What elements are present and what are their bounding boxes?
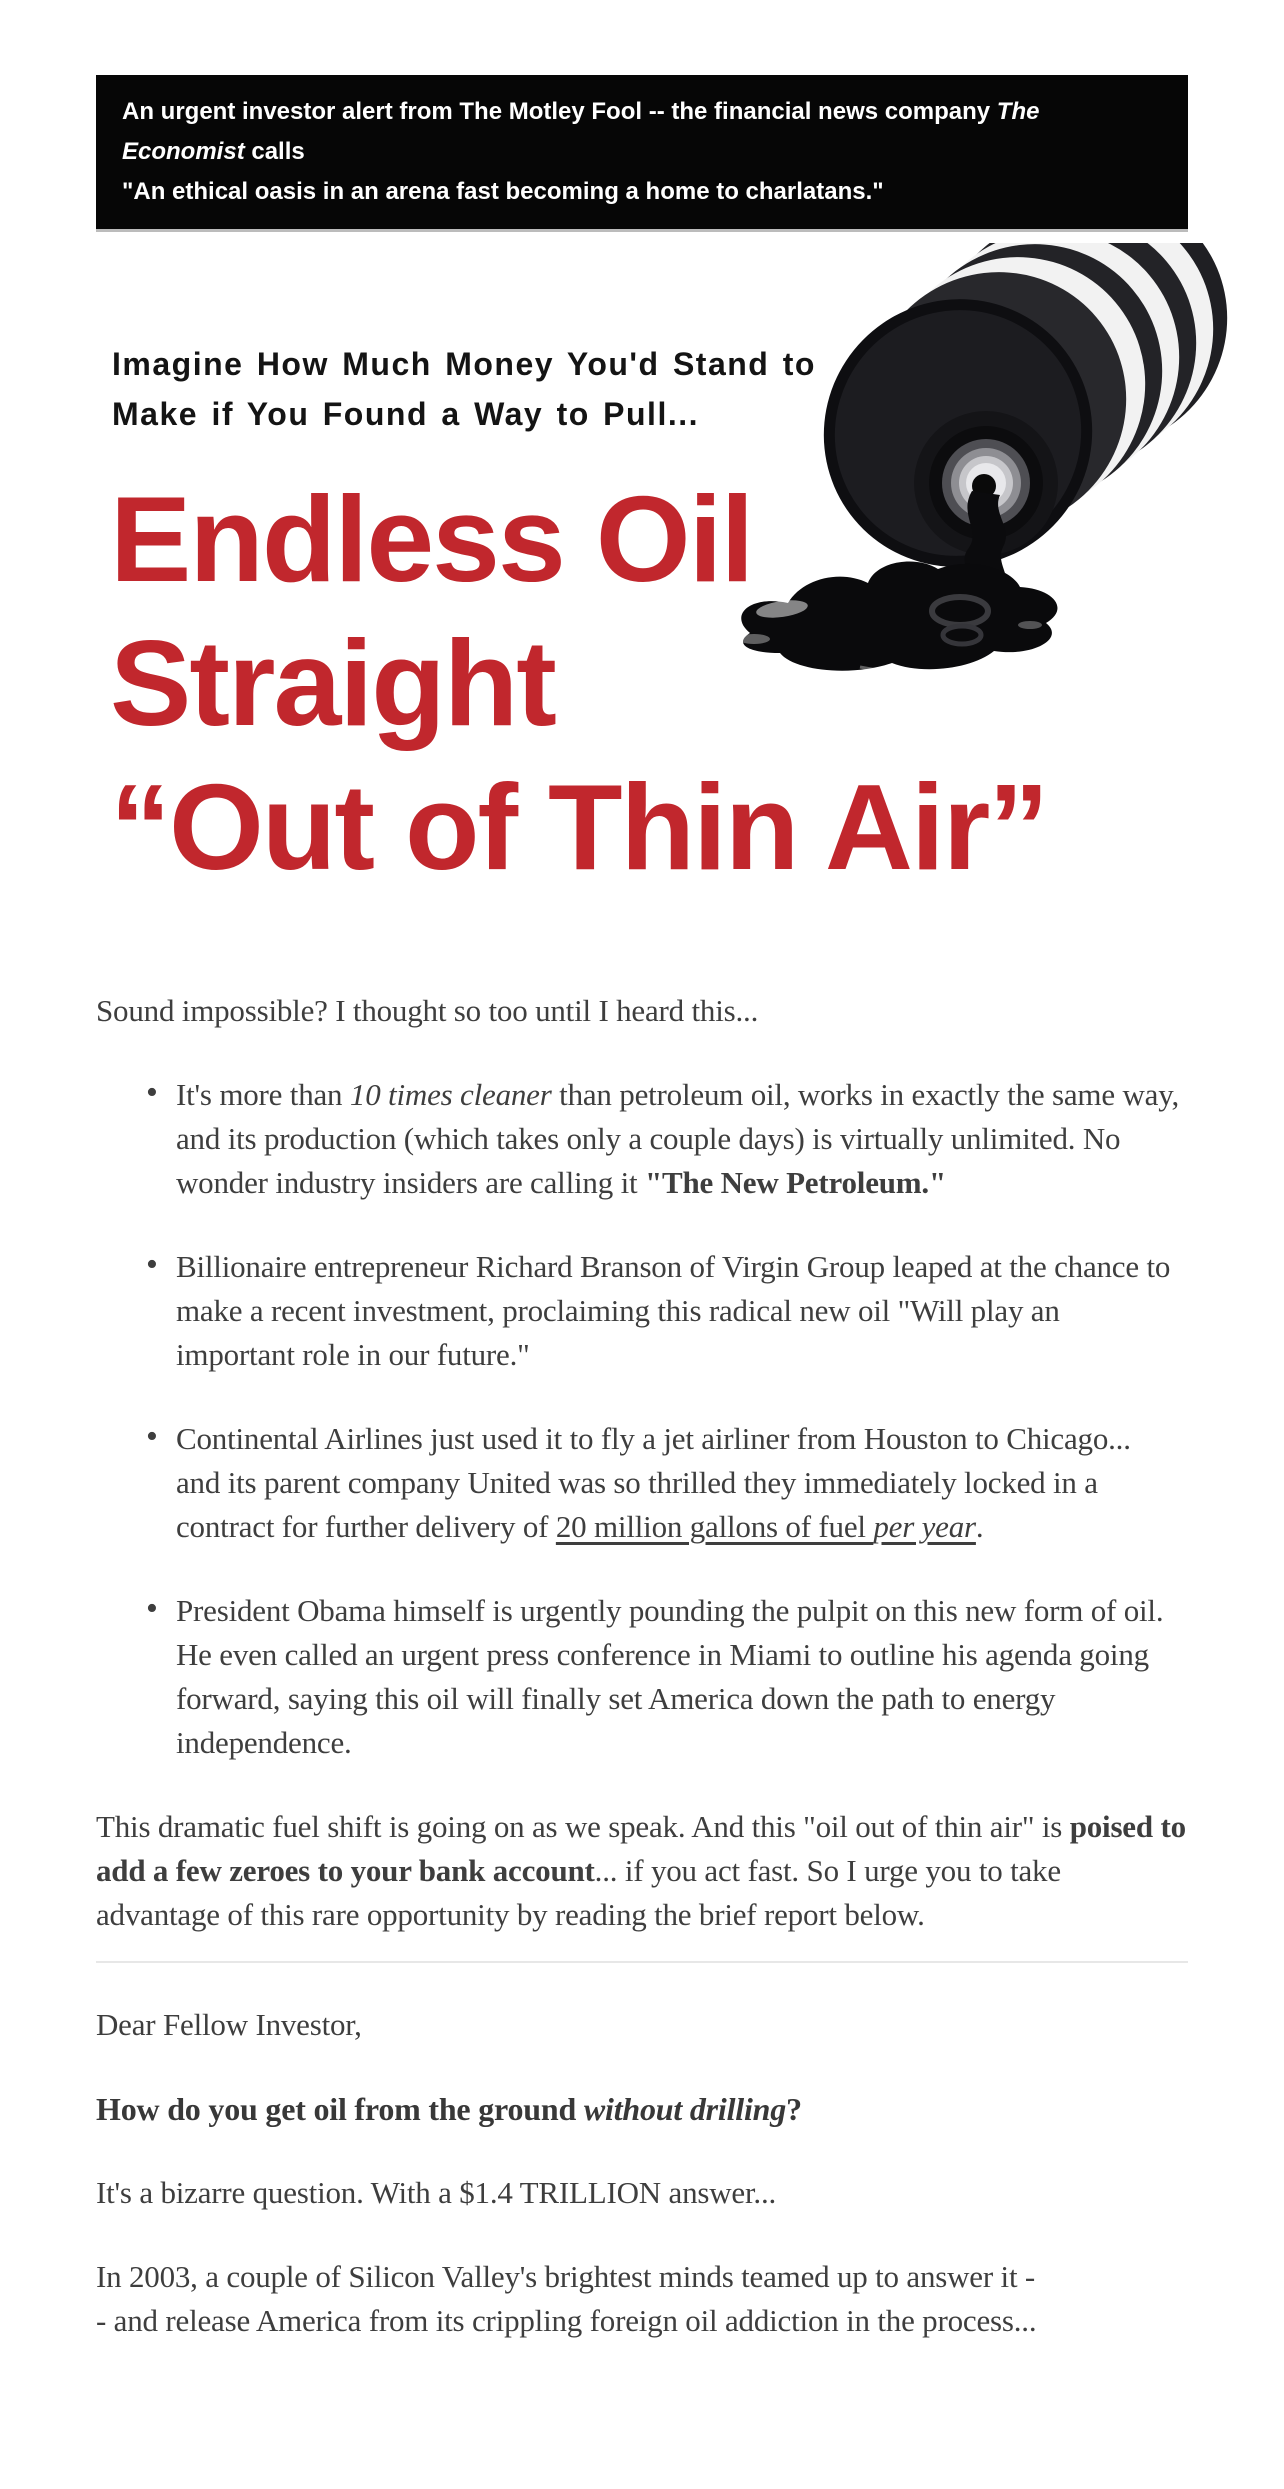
banner-text-calls: calls	[244, 138, 305, 165]
banner-text-lead: An urgent investor alert from The Motley Fool -- the financial news company	[122, 98, 997, 125]
origin-line-1: In 2003, a couple of Silicon Valley's brightest minds teamed up to answer it -	[96, 2259, 1036, 2294]
question-mark: ?	[786, 2091, 802, 2127]
answer-text: It's a bizarre question. With a $1.4 TRILLION answer...	[96, 2175, 777, 2210]
question-text: How do you get oil from the ground	[96, 2091, 584, 2127]
hero-section	[96, 229, 1188, 959]
intro-text: Sound impossible? I thought so too until I heard this...	[96, 993, 759, 1028]
origin-line-2: - and release America from its crippling foreign oil addiction in the process...	[96, 2303, 1037, 2338]
bullet1-bold-phrase: "The New Petroleum."	[644, 1165, 946, 1200]
headline-line-3: “Out of Thin Air”	[110, 759, 1048, 895]
bullet-president-obama	[176, 1589, 1188, 1765]
oil-barrel-spill-illustration	[710, 243, 1280, 723]
answer-paragraph	[96, 2171, 1188, 2215]
bullet3-text: Continental Airlines just used it to fly a jet airliner from Houston to Chicago... and its parent company United was so thrilled they immediately locked in a contract for further delivery of	[176, 1421, 1131, 1544]
urgency-text-cont: ... if you act fast. So I urge you to take advantage of this rare opportunity by reading the brief report below.	[96, 1853, 1061, 1932]
banner-quote-line: "An ethical oasis in an arena fast becoming a home to charlatans."	[122, 178, 884, 205]
bullet3-underlined-italic-phrase: per year	[873, 1509, 976, 1544]
bullet2-text: Billionaire entrepreneur Richard Branson of Virgin Group leaped at the chance to make a recent investment, proclaiming this radical new oil "Will play an important role in our future."	[176, 1249, 1171, 1372]
question-italic-phrase: without drilling	[583, 2091, 787, 2127]
headline-line-2: Straight	[110, 615, 555, 751]
bullet3-period: .	[975, 1509, 984, 1544]
bullet1-italic-phrase: 10 times cleaner	[349, 1077, 552, 1112]
section-divider	[96, 1961, 1188, 1963]
urgency-bold-phrase: poised to add a few zeroes to your bank account	[96, 1809, 1186, 1888]
benefit-bullet-list	[96, 1073, 1188, 1765]
bullet-new-petroleum	[176, 1073, 1188, 1205]
page-content	[96, 75, 1188, 2343]
salutation-text: Dear Fellow Investor,	[96, 2007, 362, 2042]
intro-paragraph	[96, 989, 1188, 1033]
sales-letter-body	[96, 989, 1188, 2343]
salutation	[96, 2003, 1188, 2047]
bullet1-text-cont: than petroleum oil, works in exactly the same way, and its production (which takes only a couple days) is virtually unlimited. No wonder industry insiders are calling it	[176, 1077, 1180, 1200]
kicker-line-1: Imagine How Much Money You'd Stand to	[112, 346, 816, 382]
bullet3-underlined-phrase: 20 million gallons of fuel	[555, 1509, 874, 1544]
bullet4-text: President Obama himself is urgently pounding the pulpit on this new form of oil. He even called an urgent press conference in Miami to outline his agenda going forward, saying this oil will finally set America down the path to energy independence.	[176, 1593, 1164, 1760]
urgency-paragraph	[96, 1805, 1188, 1937]
bullet-continental-airlines	[176, 1417, 1188, 1549]
bullet1-text: It's more than	[176, 1077, 350, 1112]
origin-paragraph	[96, 2255, 1188, 2343]
bullet-richard-branson	[176, 1245, 1188, 1377]
investor-alert-banner	[96, 75, 1188, 229]
headline-line-1: Endless Oil	[110, 471, 753, 607]
banner-economist-name: The Economist	[122, 98, 1040, 165]
urgency-text: This dramatic fuel shift is going on as we speak. And this "oil out of thin air" is	[96, 1809, 1070, 1844]
question-heading	[96, 2087, 1188, 2131]
kicker-line-2: Make if You Found a Way to Pull...	[112, 396, 699, 432]
oil-puddle	[738, 561, 1057, 671]
